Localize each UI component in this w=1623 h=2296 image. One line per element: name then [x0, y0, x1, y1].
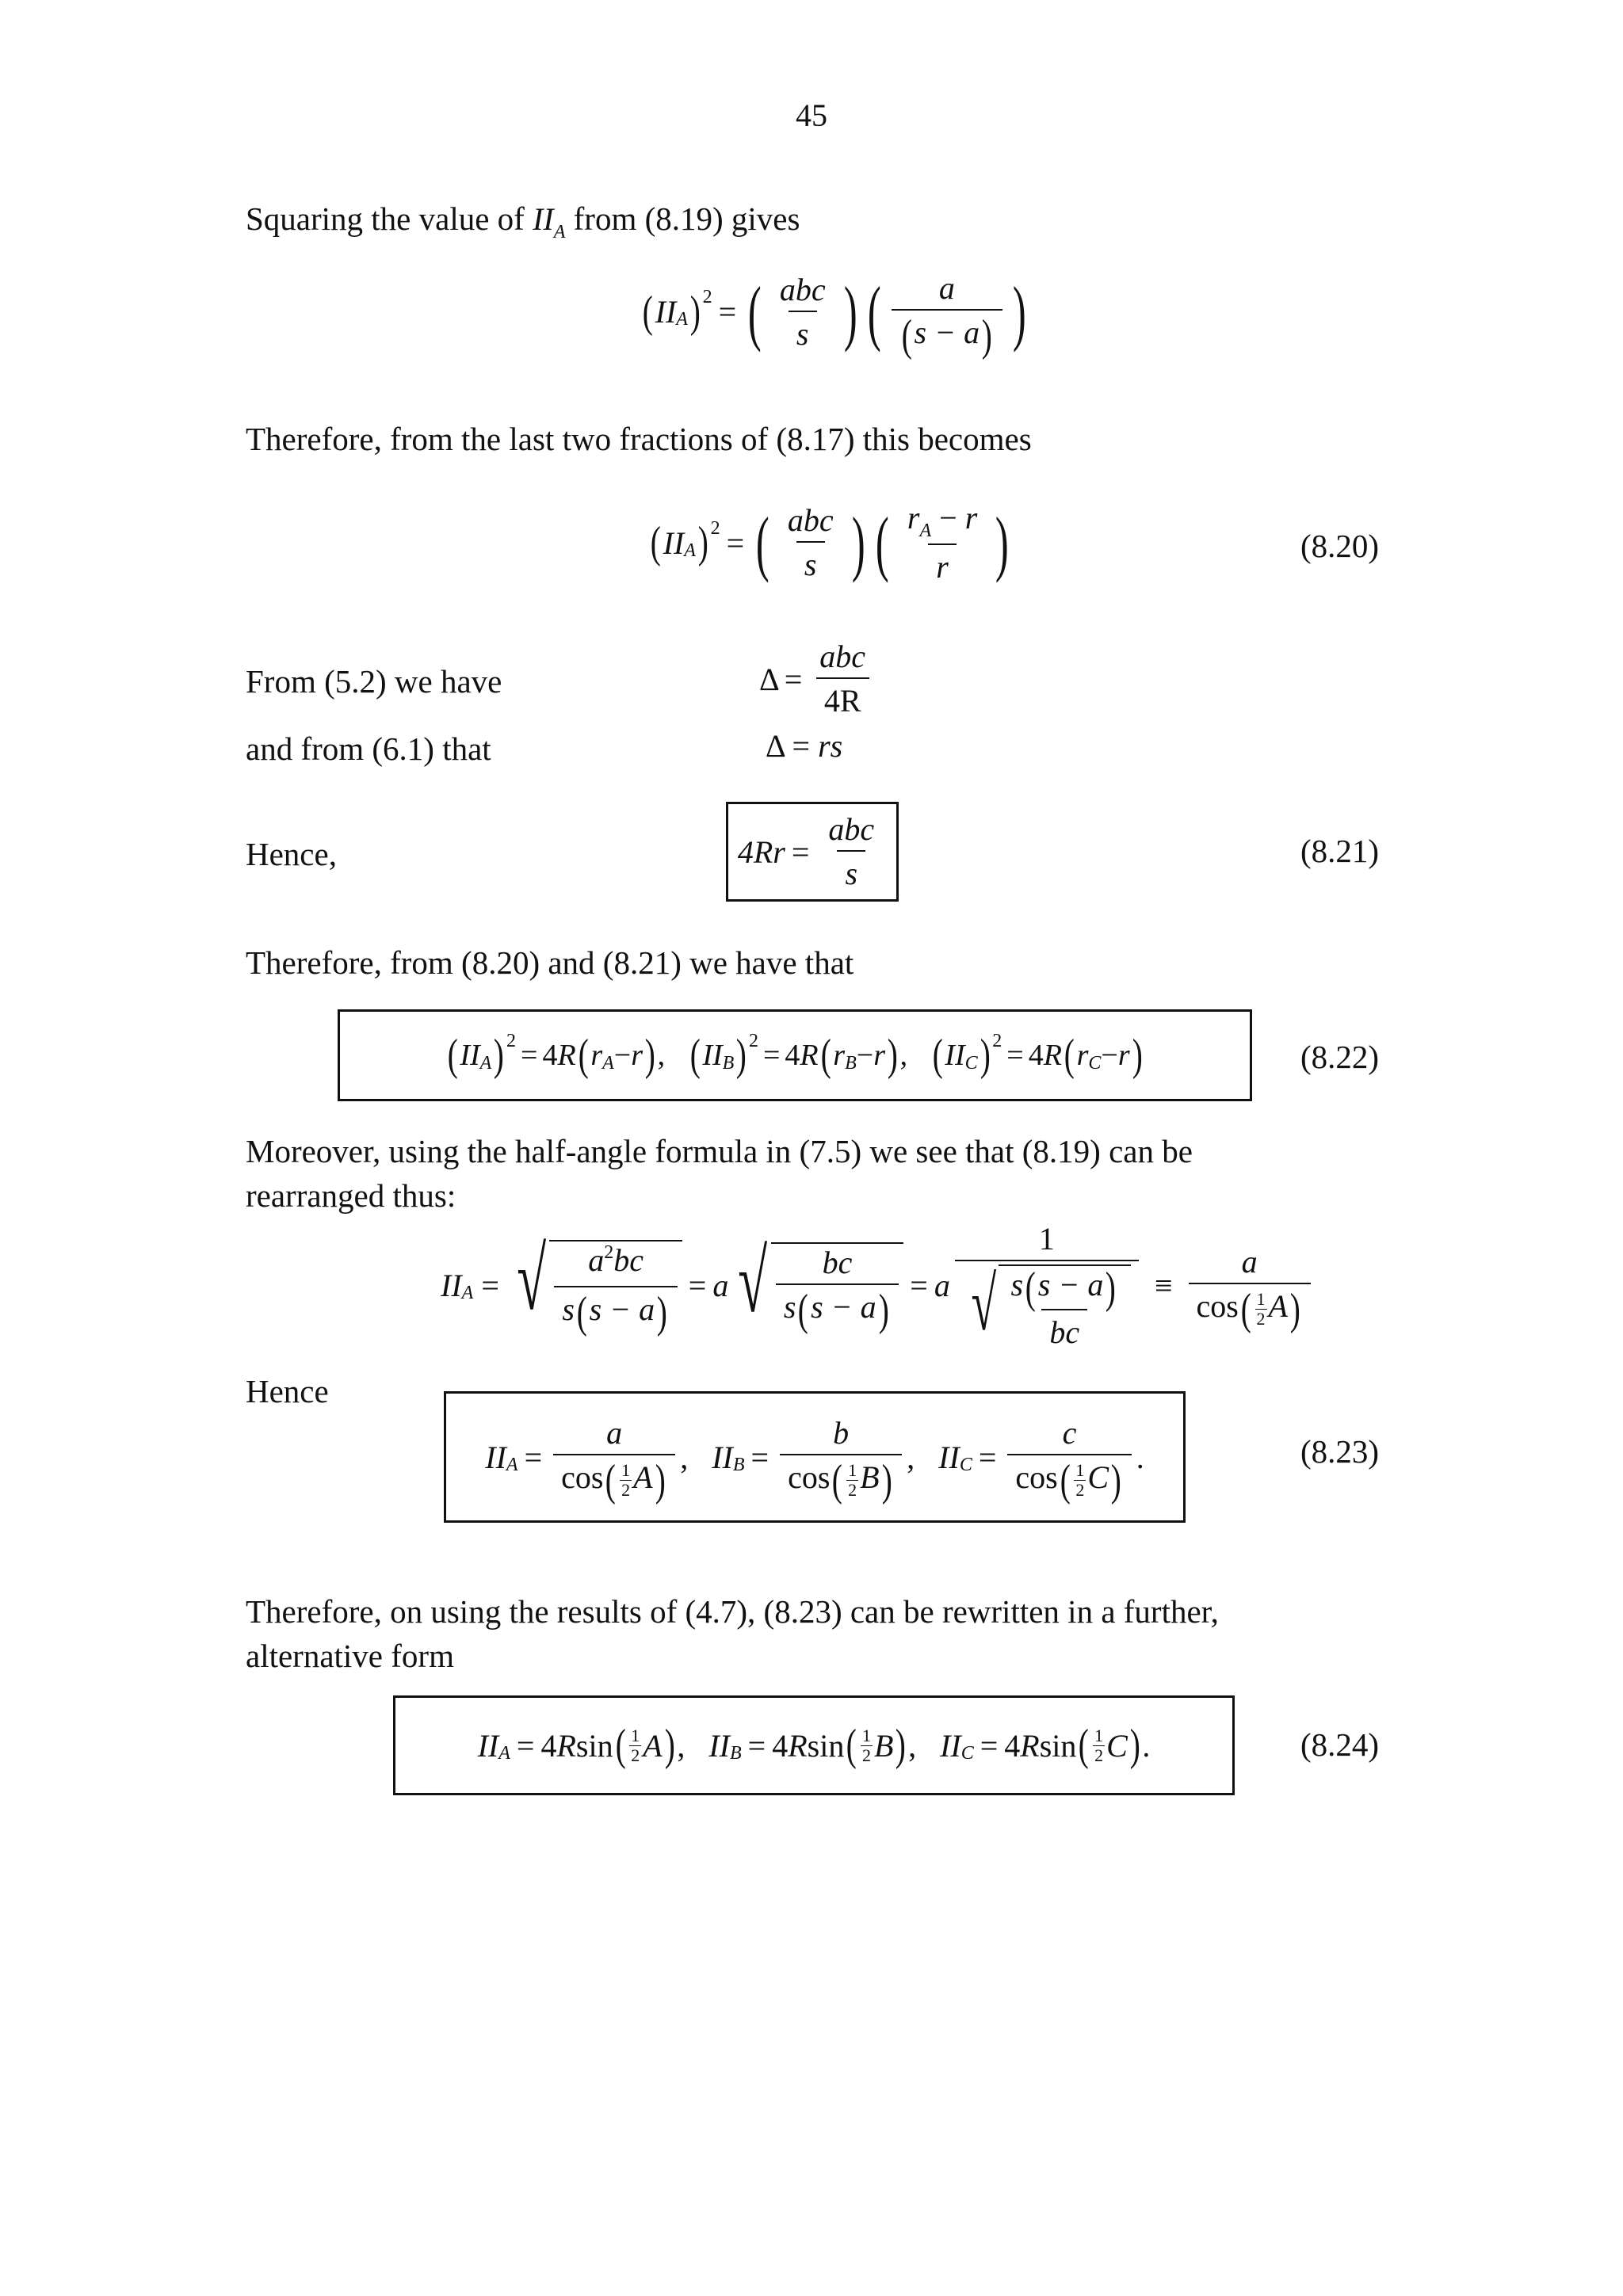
equation-8-24-box: II A = 4 R sin ( 1 2 A ) , II B = 4 R sin ( 1 2 B ) , II C = 4 R sin ( 1 2 C ) .	[393, 1695, 1235, 1795]
paragraph-hence-1: Hence,	[246, 836, 337, 872]
equation-IIA-rearranged: II A = √ $\frac{a^2bc}{s(s - a)}$ = a √ $\frac{bc}{s(s - a)}$ = a 1 √ $\frac{s(s - a)}{bc}$ ≡ a cos( $\frac{1}{2}$ A)	[441, 1220, 1316, 1352]
paragraph-from-5-2: From (5.2) we have	[246, 663, 502, 700]
equation-8-21-box: 4Rr = $\frac{\text{abc}}{s}$	[726, 802, 899, 902]
equation-delta-rs: Δ = rs	[766, 728, 843, 764]
paragraph-text: Squaring the value of	[246, 200, 525, 237]
paragraph-last-two-fractions: Therefore, from the last two fractions of (8.17) this becomes	[246, 421, 1032, 457]
equation-number-8-24: (8.24)	[1300, 1726, 1379, 1763]
equation-8-22-box: ( II A ) 2 = 4 R ( r A − r ) , ( II B ) 2 = 4 R ( r B − r ) , ( II C ) 2 = 4 R ( r C − r )	[338, 1009, 1252, 1101]
paragraph-text: from (8.19) gives	[573, 200, 800, 237]
paragraph-hence-2: Hence	[246, 1373, 329, 1409]
inline-math-IIA: $II_A$	[533, 201, 566, 242]
paragraph-from-8-20-8-21: Therefore, from (8.20) and (8.21) we have that	[246, 944, 854, 981]
equation-8-23-box: II A = a cos( $\frac{1}{2}$ A) , II B = b cos( $\frac{1}{2}$ B) , II C = c cos( $\frac{1}{2}$ C) .	[444, 1391, 1186, 1523]
equation-number-8-20: (8.20)	[1300, 528, 1379, 564]
paragraph-squaring	[246, 196, 1371, 246]
equation-number-8-22: (8.22)	[1300, 1039, 1379, 1075]
paragraph-alternative-form: Therefore, on using the results of (4.7), (8.23) can be rewritten in a further, alternative form	[246, 1593, 1219, 1674]
page-number: 45	[796, 97, 827, 133]
paragraph-half-angle: Moreover, using the half-angle formula in (7.5) we see that (8.19) can be rearranged thus:	[246, 1133, 1193, 1214]
equation-8-20: ( II A ) 2 = ( $\frac{\text{abc}}{s}$ ) ( $\frac{r_A - r}{r}$ )	[650, 500, 1010, 585]
paragraph-from-6-1: and from (6.1) that	[246, 730, 491, 767]
equation-number-8-21: (8.21)	[1300, 833, 1379, 869]
equation-number-8-23: (8.23)	[1300, 1433, 1379, 1470]
equation-IIA-squared: ( II A ) 2 = ( $\frac{\text{abc}}{s}$ ) ( $\frac{a}{(s - a)}$ )	[642, 270, 1026, 360]
equation-delta-abc-4R: Δ = $\frac{\text{abc}}{4R}$	[759, 638, 878, 720]
